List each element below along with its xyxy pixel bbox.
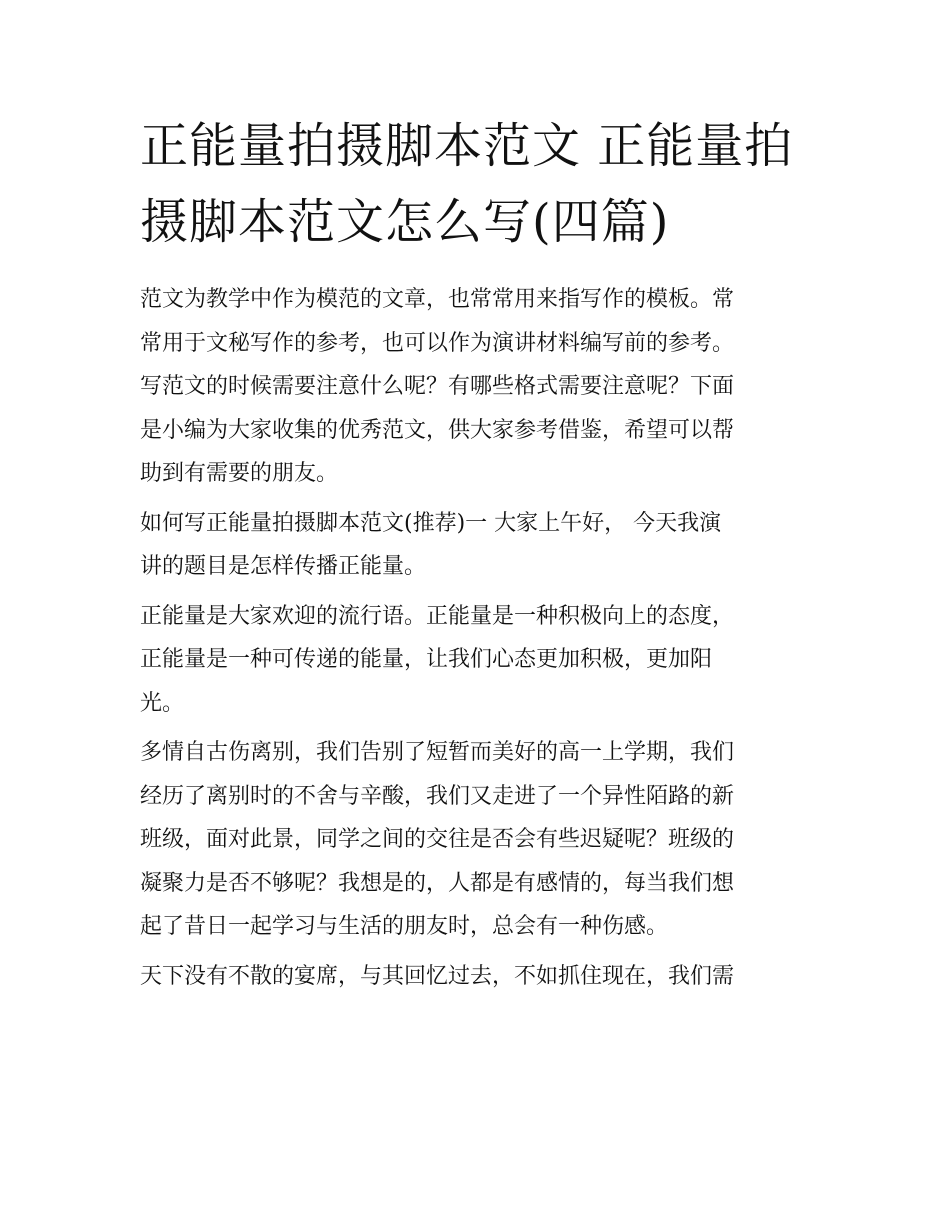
text-line: 正能量是一种可传递的能量，让我们心态更加积极，更加阳 [140,647,713,672]
paragraph-speech-opening [140,502,820,589]
text-line: 范文为教学中作为模范的文章，也常常用来指写作的模板。常 [140,287,735,312]
text-line: 经历了离别时的不舍与辛酸，我们又走进了一个异性陌路的新 [140,783,735,809]
text-line: 常用于文秘写作的参考，也可以作为演讲材料编写前的参考。 [140,330,735,356]
text-line: 多情自古伤离别，我们告别了短暂而美好的高一上学期，我们 [140,740,735,765]
text-line: 班级，面对此景，同学之间的交往是否会有些迟疑呢？班级的 [140,827,735,852]
text-line: 讲的题目是怎样传播正能量。 [140,554,427,579]
text-line: 写范文的时候需要注意什么呢？有哪些格式需要注意呢？下面 [140,374,735,399]
document-body [140,278,820,1004]
text-line: 如何写正能量拍摄脚本范文(推荐)一 大家上午好， 今天我演 [140,510,722,536]
title-line: 摄脚本范文怎么写(四篇) [140,194,670,250]
text-line: 天下没有不散的宴席，与其回忆过去，不如抓住现在，我们需 [140,963,735,989]
text-line: 正能量是大家欢迎的流行语。正能量是一种积极向上的态度， [140,603,735,629]
title-line: 正能量拍摄脚本范文 正能量拍 [140,118,794,174]
text-line: 凝聚力是否不够呢？我想是的，人都是有感情的，每当我们想 [140,870,735,896]
text-line: 是小编为大家收集的优秀范文，供大家参考借鉴，希望可以帮 [140,417,735,443]
paragraph-positive-energy [140,595,820,726]
text-line: 助到有需要的朋友。 [140,461,339,486]
text-line: 起了昔日一起学习与生活的朋友时，总会有一种伤感。 [140,914,669,939]
text-line: 光。 [140,690,185,716]
paragraph-present [140,955,820,999]
document-title [140,108,820,260]
paragraph-farewell [140,731,820,949]
paragraph-intro [140,278,820,496]
